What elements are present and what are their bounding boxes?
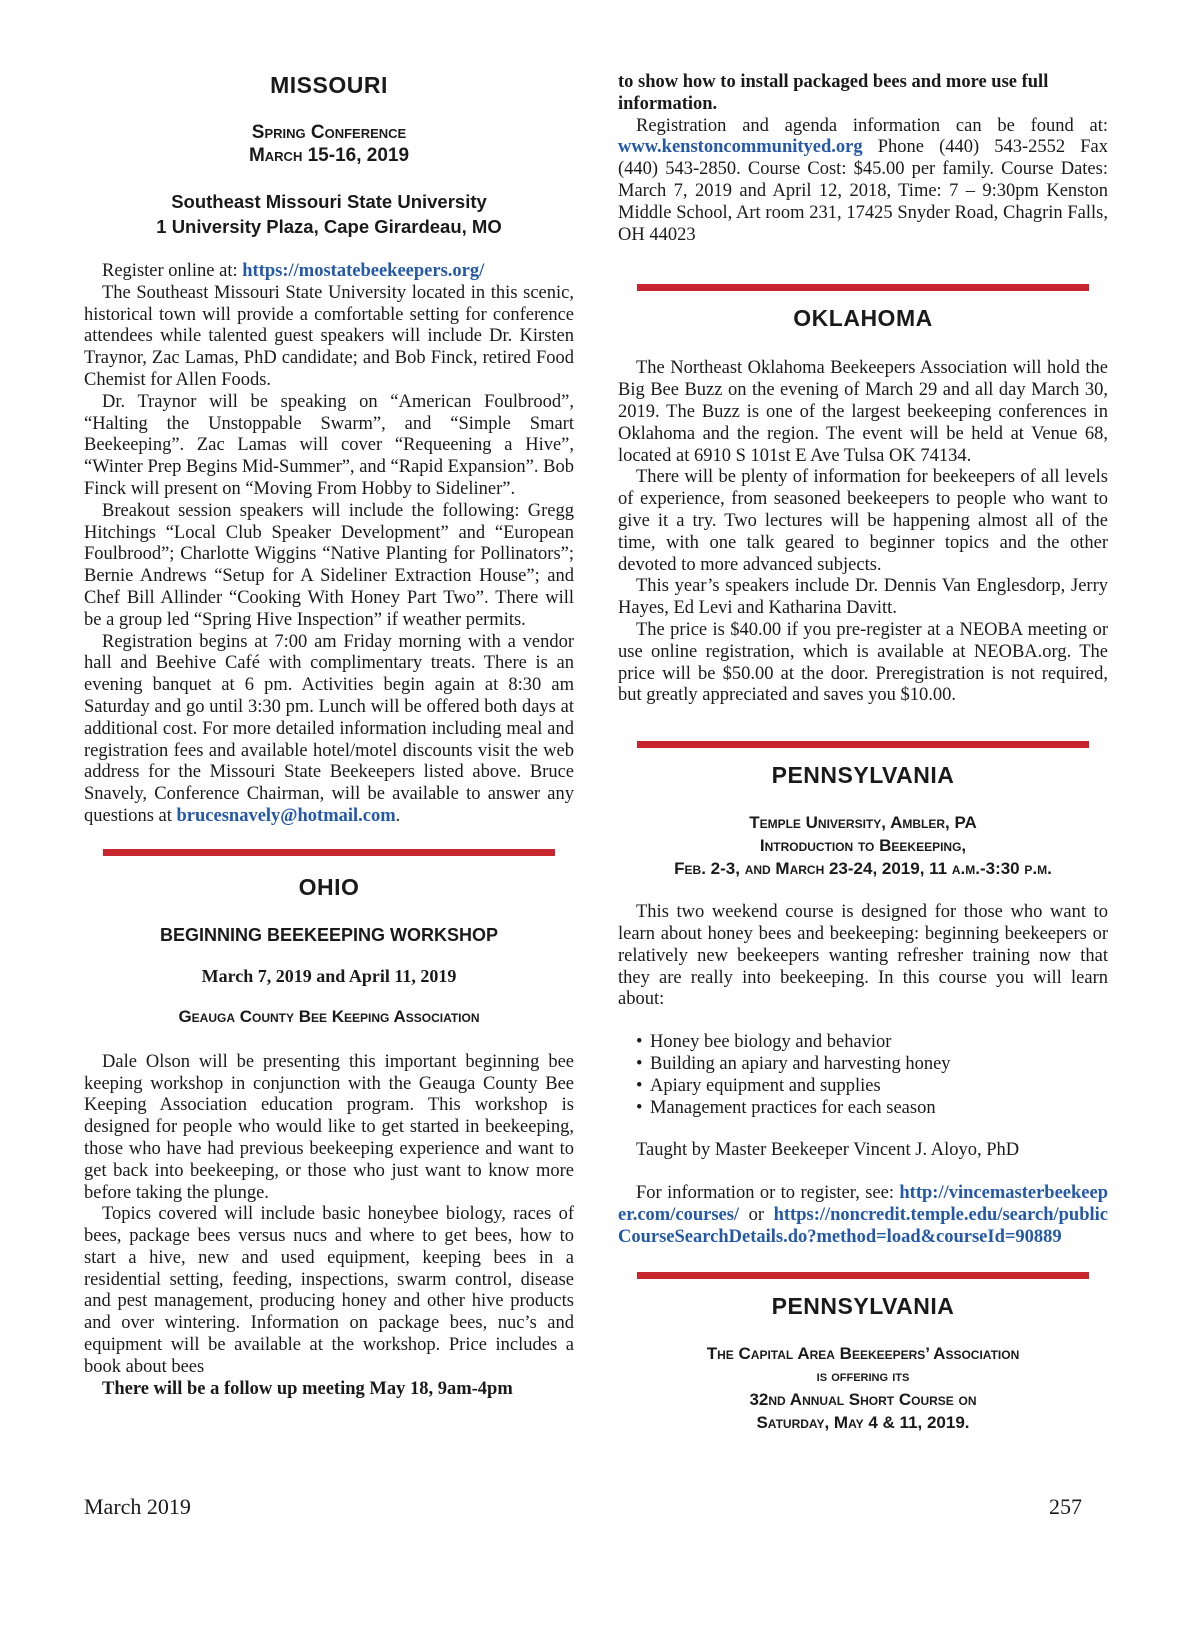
ohio-paragraph-1: Dale Olson will be presenting this important beginning bee keeping workshop in conjunction with the Geauga County Bee Keeping Association education program. This workshop is designed for people who would like to get started in beekeeping, those who have had previous beekeeping experience and want to get back into beekeeping, or those who just want to know more before taking the plunge.: [84, 1051, 574, 1203]
state-heading-missouri: MISSOURI: [270, 72, 388, 98]
ohio-event-dates: March 7, 2019 and April 11, 2019: [201, 965, 457, 986]
ohio-paragraph-2: Topics covered will include basic honeybee biology, races of bees, package bees versus nucs and where to get bees, how to start a hive, new and used equipment, keeping bees in a residential setting, feeding, inspections, swarm control, disease and pest management, producing honey and other hive products and over wintering. Information on package bees, nuc’s and equipment will be available at the workshop. Price includes a book about bees: [84, 1204, 574, 1377]
state-heading-oklahoma: OKLAHOMA: [793, 305, 933, 332]
capital-area-offering: is offering its: [816, 1368, 910, 1386]
course-topics-list: [636, 1032, 1108, 1119]
list-item: • Building an apiary and harvesting honey: [636, 1054, 1108, 1076]
state-heading-ohio: OHIO: [298, 873, 360, 900]
missouri-paragraph-2: Dr. Traynor will be speaking on “American Foulbrood”, “Halting the Unstoppable Swarm”, and “Simple Smart Beekeeping”. Zac Lamas will cover “Requeening a Hive”, “Winter Prep Begins Mid-Summer”, and “Rapid Expansion”. Bob Finck will present on “Moving From Hobby to Sideliner”.: [84, 391, 574, 499]
info-prefix: For information or to register, see:: [636, 1183, 900, 1204]
capital-area-course: 32nd Annual Short Course on: [749, 1390, 977, 1410]
capital-area-association: The Capital Area Beekeepers’ Association: [706, 1344, 1020, 1364]
oklahoma-paragraph-3: This year’s speakers include Dr. Dennis Van Englesdorp, Jerry Hayes, Ed Levi and Katharina Davitt.: [618, 576, 1108, 619]
section-divider: [637, 1272, 1089, 1279]
pennsylvania-temple-intro: This two weekend course is designed for those who want to learn about honey bees and beekeeping: beginning beekeepers or relatively new beekeepers wanting refresher training now that they are really into beekeeping. In this course you will learn about:: [618, 902, 1108, 1010]
missouri-register-line: [84, 261, 574, 283]
ohio-registration-intro: Registration and agenda information can be found at:: [636, 115, 1108, 136]
footer-issue-date: March 2019: [84, 1494, 191, 1519]
missouri-event-title: Spring Conference: [251, 122, 407, 143]
section-divider: [103, 849, 555, 856]
state-heading-pennsylvania: PENNSYLVANIA: [771, 1293, 955, 1320]
ohio-registration-info: [618, 116, 1108, 247]
ohio-continued-bold: to show how to install packaged bees and more use full information.: [618, 72, 1049, 114]
missouri-paragraph-4-end: .: [395, 805, 401, 826]
pennsylvania-temple-location: Temple University, Ambler, PA: [749, 813, 977, 833]
missouri-paragraph-3: Breakout session speakers will include the following: Gregg Hitchings “Local Club Speaker Development” and “European Foulbrood”; Charlotte Wiggins “Native Planting for Pollinators”; Bernie Andrews “Setup for A Sideliner Extraction House”; and Chef Bill Allinder “Cooking With Honey Part Two”. There will be a group led “Spring Hive Inspection” if weather permits.: [84, 500, 574, 630]
oklahoma-paragraph-1: The Northeast Oklahoma Beekeepers Association will hold the Big Bee Buzz on the evening of March 29 and all day March 30, 2019. The Buzz is one of the largest beekeeping conferences in Oklahoma and the region. The event will be held at Venue 68, located at 6910 S 101st E Ave Tulsa OK 74134.: [618, 358, 1108, 466]
capital-area-dates: Saturday, May 4 & 11, 2019.: [756, 1413, 970, 1433]
register-prefix: Register online at:: [102, 261, 243, 281]
oklahoma-paragraph-2: There will be plenty of information for beekeepers of all levels of experience, from seasoned beekeepers to people who want to give it a try. Two lectures will be happening almost all of the time, with one talk geared to beginner topics and the other devoted to more advanced subjects.: [618, 467, 1108, 575]
missouri-venue-name: Southeast Missouri State University: [171, 191, 487, 212]
left-column: [84, 72, 574, 1400]
oklahoma-paragraph-4: The price is $40.00 if you pre-register at a NEOBA meeting or use online registration, which is available at NEOBA.org. The price will be $50.00 at the door. Preregistration is not required, but greatly appreciated and saves you $10.00.: [618, 619, 1108, 706]
ohio-section: [84, 874, 574, 1401]
ohio-registration-details: Phone (440) 543-2552 Fax (440) 543-2850. Course Cost: $45.00 per family. Course Dates: March 7, 2019 and April 12, 2018, Time: 7 – 9:30pm Kenston Middle School, Art room 231, 17425 Snyder Road, Chagrin Falls, OH 44023: [618, 137, 1108, 245]
missouri-paragraph-1: The Southeast Missouri State University located in this scenic, historical town will provide a comfortable setting for conference attendees while talented guest speakers will include Dr. Kirsten Traynor, Zac Lamas, PhD candidate; and Bob Finck, retired Food Chemist for Allen Foods.: [84, 282, 574, 390]
temple-course-link[interactable]: https://noncredit.temple.edu/search/publicCourseSearchDetails.do?method=load&courseId=90889: [618, 1204, 1108, 1247]
section-divider: [637, 741, 1089, 748]
or-text: or: [739, 1204, 774, 1225]
ohio-continued: [618, 72, 1108, 246]
vincem-course-link[interactable]: http://vincemasterbeekeeper.com/courses/: [618, 1183, 1108, 1225]
missouri-paragraph-4-text: Registration begins at 7:00 am Friday morning with a vendor hall and Beehive Café with complimentary treats. There is an evening banquet at 6 pm. Activities begin again at 8:30 am Saturday and go until 3:30 pm. Lunch will be offered both days at additional cost. For more detailed information including meal and registration fees and available hotel/motel discounts visit the web address for the Missouri State Beekeepers listed above. Bruce Snavely, Conference Chairman, will be available to answer any questions at: [84, 631, 574, 826]
pennsylvania-capital-area-section: [618, 1293, 1108, 1434]
missouri-contact-email[interactable]: brucesnavely@hotmail.com: [176, 805, 396, 826]
missouri-register-link[interactable]: https://mostatebeekeepers.org/: [242, 261, 485, 281]
section-divider: [637, 284, 1089, 291]
right-column: [618, 72, 1108, 1434]
missouri-venue-address: 1 University Plaza, Cape Girardeau, MO: [156, 216, 502, 237]
missouri-section: [84, 72, 574, 828]
ohio-event-title: BEGINNING BEEKEEPING WORKSHOP: [159, 924, 499, 945]
list-item: • Honey bee biology and behavior: [636, 1032, 1108, 1054]
missouri-event-dates: March 15-16, 2019: [248, 145, 410, 166]
list-item: • Apiary equipment and supplies: [636, 1076, 1108, 1098]
ohio-organization: Geauga County Bee Keeping Association: [178, 1006, 480, 1026]
footer-page-number: 257: [1049, 1494, 1082, 1519]
ohio-registration-link[interactable]: www.kenstoncommunityed.org: [618, 137, 863, 158]
pennsylvania-temple-dates: Feb. 2-3, and March 23-24, 2019, 11 a.m.-3:30 p.m.: [674, 859, 1052, 879]
pennsylvania-temple-info: [618, 1183, 1108, 1248]
state-heading-pennsylvania: PENNSYLVANIA: [771, 762, 955, 789]
pennsylvania-temple-section: [618, 762, 1108, 1248]
oklahoma-section: [618, 305, 1108, 707]
pennsylvania-temple-course: Introduction to Beekeeping,: [759, 836, 967, 856]
list-item: • Management practices for each season: [636, 1098, 1108, 1120]
ohio-follow-up-note: There will be a follow up meeting May 18, 9am-4pm: [102, 1378, 513, 1399]
missouri-paragraph-4: [84, 632, 574, 828]
pennsylvania-temple-instructor: Taught by Master Beekeeper Vincent J. Aloyo, PhD: [636, 1140, 1020, 1161]
